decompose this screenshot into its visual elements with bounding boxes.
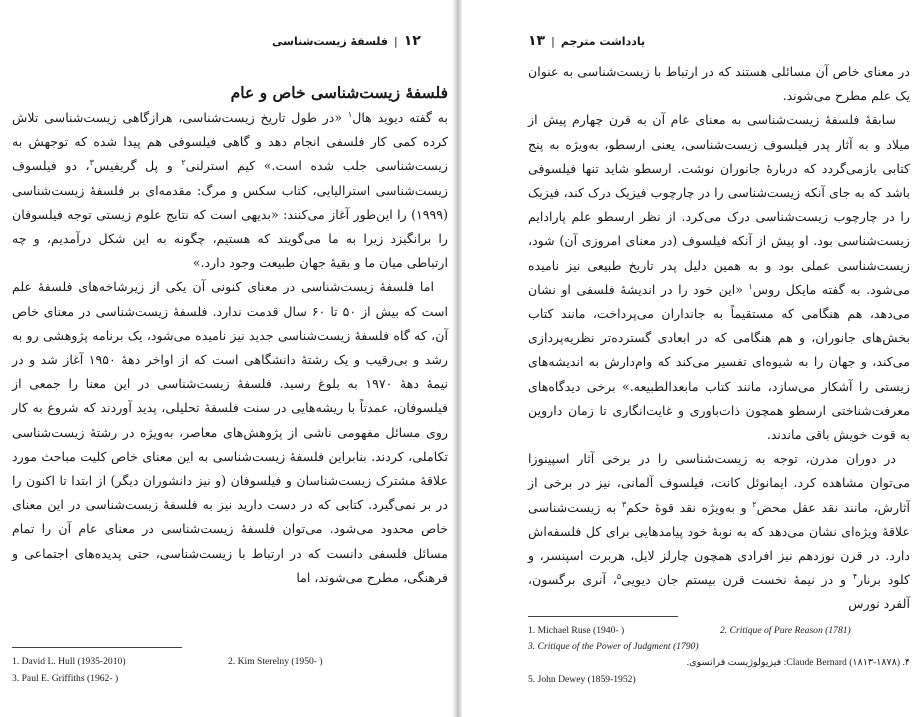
text-run: ، دو فیلسوف زیست‌شناسی استرالیایی، کتاب سکس و مرگ: مقدمه‌ای بر فلسفهٔ زیست‌شناسی (۱۹۹۹) را این‌طور آغاز می‌کنند: «بدیهی است که نتایج علوم زیستی توجه فیلسوفان را برانگیزد زیرا به ما می‌گویند که هستیم، چگونه به این شکل درآمدیم، و چه ارتباطی میان ما و بقیهٔ جهان طبیعت وجود دارد.»	[12, 158, 448, 271]
footnote-ref: ۵	[616, 572, 622, 582]
running-title: فلسفهٔ زیست‌شناسی	[272, 35, 388, 48]
footnote: 1. David L. Hull (1935-2010)	[12, 656, 126, 667]
left-page-body	[12, 80, 448, 590]
text-run: به گفته دیوید هال	[352, 110, 448, 125]
footnote: 3. Paul E. Griffiths (1962- )	[12, 673, 119, 684]
text-run: «در طول تاریخ زیست‌شناسی، هرازگاهی زیست‌شناسی تلاش کرده کمی کار فلسفی انجام دهد و گاهی فیلسوفی هم پیدا شده که توجهش به زیست‌شناسی جلب شده است.» کیم استرلنی	[12, 110, 449, 174]
footnote-ref: ۴	[852, 572, 858, 582]
footnote-text: (۱۸۱۳-۱۸۷۸): فیزیولوژیست فرانسوی.	[686, 657, 901, 668]
left-page	[0, 0, 456, 717]
paragraph	[528, 447, 910, 616]
paragraph	[12, 106, 448, 275]
footnote-ref: ۱	[748, 281, 753, 291]
footnote-ref: ۱	[347, 109, 353, 119]
footnote-rule	[12, 647, 182, 648]
paragraph: اما فلسفهٔ زیست‌شناسی در معنای کنونی آن یکی از زیرشاخه‌های فلسفهٔ علم است که بیش از ۵۰ تا ۶۰ سال قدمت ندارد. فلسفهٔ زیست‌شناسی در معنای خاص آن، که گاه فلسفهٔ زیست‌شناسی جدید نیز نامیده می‌شود، یک برنامه پژوهشی رو به رشد و بی‌رقیب و یک رشتهٔ دانشگاهی است که از اواخر دههٔ ۱۹۵۰ آغاز شد و در نیمهٔ دههٔ ۱۹۷۰ به بلوغ رسید. فلسفهٔ زیست‌شناسی در این معنا را جمعی از فیلسوفان، عمدتاً با ریشه‌هایی در سنت فلسفهٔ تحلیلی، پدید آوردند که شروع به کار روی مسائل مفهومی ناشی از پژوهش‌های معاصر، به‌ویژه در رشتهٔ زیست‌شناسی تکاملی، کردند. بنابراین فلسفهٔ زیست‌شناسی به این معنای خاص کلیت مباحث مورد علاقهٔ مشترک زیست‌شناسان و فیلسوفان (و نیز دانشوران دیگر) از ابتدا تا اکنون را در بر نمی‌گیرد. کتابی که در دست دارید نیز به فلسفهٔ زیست‌شناسی در این معنای خاص محدود می‌شود. می‌توان فلسفهٔ زیست‌شناسی در معنای عام آن را تمام مسائل فلسفی دانست که در ارتباط با زیست‌شناسی، حتی پدیده‌های اجتماعی و فرهنگی، مطرح می‌شوند، اما	[12, 279, 448, 585]
footnote-rule	[528, 616, 678, 617]
section-heading: فلسفهٔ زیست‌شناسی خاص و عام	[230, 83, 448, 102]
page-number: ۱۲	[403, 33, 421, 49]
footnote	[528, 640, 699, 653]
running-title: یادداشت مترجم	[560, 35, 646, 48]
left-page-header	[272, 33, 421, 49]
header-separator: |	[551, 35, 555, 48]
footnote: 5. John Dewey (1859-1952)	[528, 674, 636, 685]
right-page-body	[528, 60, 910, 617]
footnote	[720, 624, 851, 637]
right-page-header	[528, 33, 645, 49]
text-run: و در نیمهٔ نخست قرن بیستم جان دیویی	[621, 572, 853, 588]
text-run: و به‌ویژه نقد قوهٔ حکم	[626, 499, 753, 515]
page-number: ۱۳	[528, 33, 546, 49]
footnote	[638, 656, 910, 669]
text-run: سابقهٔ فلسفهٔ زیست‌شناسی به معنای عام آن به قرن چهارم پیش از میلاد و به آثار پدر فیلسوف زیست‌شناسی، یعنی ارسطو، به‌ویژه به پنج کتابی بازمی‌گردد که دربارهٔ جانوران نوشت. ارسطو شاید تنها فیلسوفی باشد که به جای آنکه زیست‌شناسی را در چارچوب فیزیک درک کند، فیزیک را در چارچوب زیست‌شناسی درک می‌کرد. از نظر ارسطو علم پارادایم زیست‌شناسی بود. او پیش از آنکه فیلسوف (در معنای امروزی آن) شود، زیست‌شناسی عملی بود و به همین دلیل پدر تاریخ طبیعی نیز نامیده می‌شود. به گفته مایکل روس	[528, 112, 910, 297]
text-run: در دوران مدرن، توجه به زیست‌شناسی را در برخی آثار اسپینوزا می‌توان مشاهده کرد. ایمانوئل کانت، فیلسوف آلمانی، نیز در برخی از آثارش، مانند نقد عقل محض	[528, 451, 910, 515]
footnote-text: ۴. Claude Bernard	[786, 657, 910, 668]
right-page	[462, 0, 916, 717]
footnote-ref: ۳	[89, 158, 94, 168]
text-run: ، آنری برگسون، آلفرد نورس	[528, 572, 910, 612]
footnote: 2. Kim Sterelny (1950- )	[228, 656, 323, 667]
text-run: «این خود را در اندیشهٔ فلسفی او نشان می‌دهد، هم هنگامی که مستقیماً به جانداران می‌پرداخت، مانند کتاب بخش‌های جانوران، و هم هنگامی که در ابعادی گسترده‌تر نظریه‌پردازی می‌کند، و جهان را به شیوه‌ای تفسیر می‌کند که وام‌دارش به اندیشه‌های زیستی را آشکار می‌سازد، مانند کتاب مابعدالطبیعه.» برخی دیدگاه‌های معرفت‌شناختی ارسطو همچون ذات‌باوری و غایت‌انگاری تا زمان داروین به قوت خویش باقی ماندند.	[528, 281, 910, 443]
footnote-ref: ۲	[181, 158, 186, 168]
paragraph	[528, 108, 910, 447]
header-separator: |	[394, 35, 398, 48]
paragraph: در معنای خاص آن مسائلی هستند که در ارتباط با زیست‌شناسی به عنوان یک علم مطرح می‌شوند.	[528, 64, 910, 104]
text-run: و پل گریفیس	[93, 158, 182, 174]
footnote-text: 2. Critique of Pure Reason (1781)	[720, 625, 851, 636]
footnote: 1. Michael Ruse (1940- )	[528, 625, 625, 636]
footnote-text: 3. Critique of the Power of Judgment (1790)	[528, 641, 699, 652]
footnote-ref: ۲	[752, 499, 757, 509]
text-run: به زیست‌شناسی علاقهٔ ویژه‌ای نشان می‌دهد که به نوبهٔ خود پیامدهایی برای کل فلسفه‌اش دارد. در قرن نوزدهم نیز افرادی همچون چارلز لایل، هربرت اسپنسر، و کلود برنار	[528, 499, 910, 588]
footnote-ref: ۳	[621, 499, 627, 509]
